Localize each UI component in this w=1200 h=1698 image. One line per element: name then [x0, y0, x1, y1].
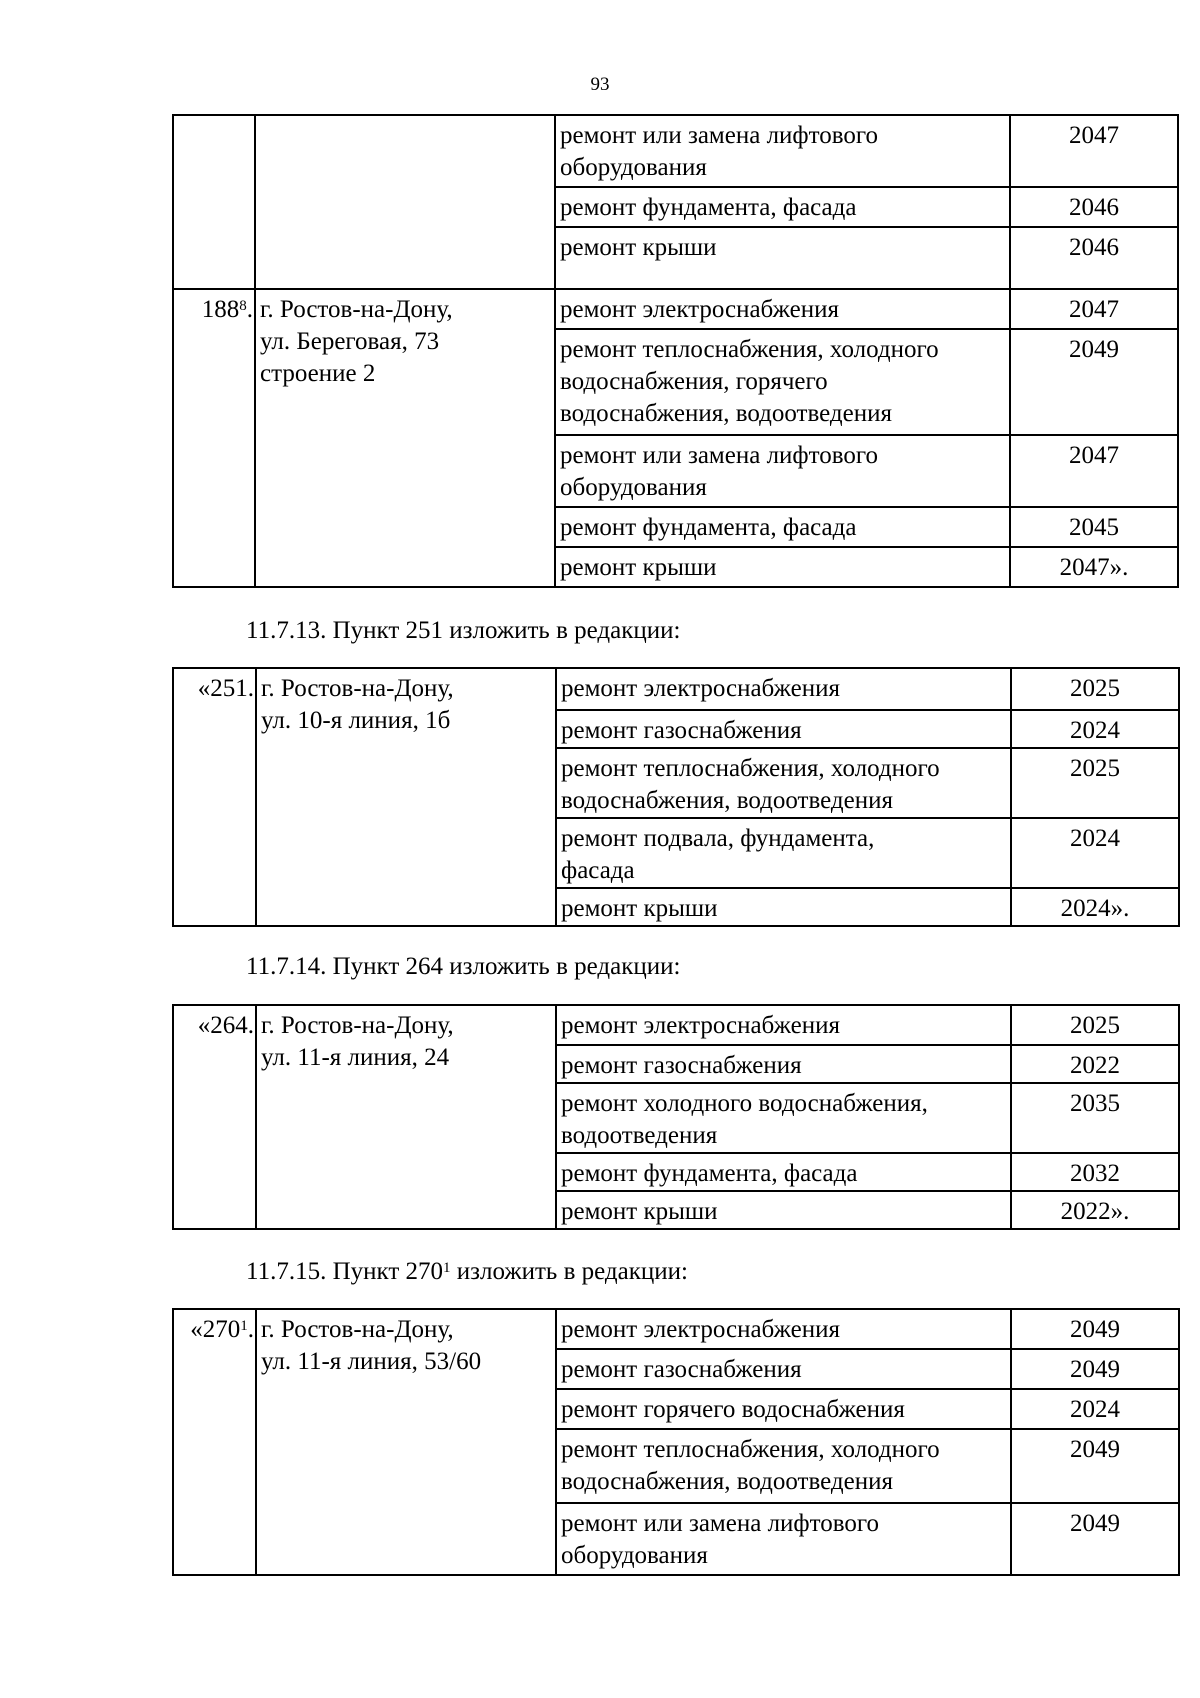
work-cell: ремонт фундамента, фасада [555, 507, 1010, 547]
address-cell [256, 1309, 556, 1575]
work-cell: ремонт или замена лифтового оборудования [555, 435, 1010, 507]
address-line: г. Ростов-на-Дону, [261, 1316, 454, 1343]
work-cell: ремонт электроснабжения [555, 289, 1010, 329]
repair-table-1 [172, 114, 1179, 588]
work-cell: ремонт фундамента, фасада [555, 187, 1010, 227]
address-cell-empty [255, 115, 555, 289]
work-cell: ремонт или замена лифтового оборудования [556, 1503, 1011, 1575]
address-line: ул. 11-я линия, 24 [261, 1044, 450, 1071]
repair-table-2 [172, 667, 1180, 927]
item-number: «251. [173, 668, 256, 926]
table-row [173, 1005, 1179, 1045]
year-cell: 2024 [1011, 1389, 1179, 1429]
year-cell: 2025 [1011, 668, 1179, 710]
work-cell: ремонт или замена лифтового оборудования [555, 115, 1010, 187]
section-heading [246, 1255, 688, 1289]
work-cell: ремонт теплоснабжения, холодного водоснабжения, водоотведения [556, 1429, 1011, 1503]
work-cell: ремонт теплоснабжения, холодного водоснабжения, горячего водоснабжения, водоотведения [555, 329, 1010, 435]
work-cell: ремонт электроснабжения [556, 1309, 1011, 1349]
work-cell: ремонт крыши [556, 1191, 1011, 1229]
address-line: г. Ростов-на-Дону, [260, 296, 453, 323]
item-number-superscript: 8 [239, 298, 247, 314]
item-number-suffix: . [246, 296, 253, 323]
year-cell: 2049 [1011, 1503, 1179, 1575]
work-cell: ремонт крыши [555, 227, 1010, 289]
address-cell [255, 289, 555, 587]
table-row [173, 289, 1178, 329]
year-cell: 2025 [1011, 1005, 1179, 1045]
work-cell: ремонт крыши [556, 888, 1011, 926]
work-cell: ремонт крыши [555, 547, 1010, 587]
work-cell: ремонт горячего водоснабжения [556, 1389, 1011, 1429]
section-heading: 11.7.13. Пункт 251 изложить в редакции: [246, 617, 681, 644]
year-cell: 2046 [1010, 227, 1178, 289]
year-cell: 2047 [1010, 289, 1178, 329]
work-cell: ремонт газоснабжения [556, 1349, 1011, 1389]
table-row [173, 668, 1179, 710]
heading-suffix: изложить в редакции: [450, 1258, 688, 1285]
year-cell: 2024 [1011, 710, 1179, 748]
number-cell-empty [173, 115, 255, 289]
item-number-main: «270 [190, 1316, 241, 1343]
year-cell: 2049 [1011, 1309, 1179, 1349]
address-cell [256, 1005, 556, 1229]
year-cell: 2047 [1010, 435, 1178, 507]
work-cell: ремонт холодного водоснабжения, водоотведения [556, 1083, 1011, 1153]
address-cell [256, 668, 556, 926]
year-cell: 2025 [1011, 748, 1179, 818]
address-line: ул. 10-я линия, 1б [261, 707, 451, 734]
page-number: 93 [590, 74, 610, 95]
work-cell: ремонт электроснабжения [556, 668, 1011, 710]
table-row [173, 1309, 1179, 1349]
item-number-superscript: 1 [240, 1318, 248, 1334]
year-cell: 2035 [1011, 1083, 1179, 1153]
item-number: «264. [173, 1005, 256, 1229]
year-cell: 2046 [1010, 187, 1178, 227]
year-cell: 2032 [1011, 1153, 1179, 1191]
section-heading: 11.7.14. Пункт 264 изложить в редакции: [246, 953, 681, 980]
repair-table-4 [172, 1308, 1180, 1576]
heading-superscript: 1 [443, 1260, 451, 1276]
work-cell: ремонт газоснабжения [556, 1045, 1011, 1083]
year-cell: 2049 [1011, 1429, 1179, 1503]
address-line: строение 2 [260, 360, 376, 387]
work-cell: ремонт газоснабжения [556, 710, 1011, 748]
year-cell: 2049 [1010, 329, 1178, 435]
year-cell: 2024». [1011, 888, 1179, 926]
item-number [173, 289, 255, 587]
work-cell: ремонт фундамента, фасада [556, 1153, 1011, 1191]
year-cell: 2047 [1010, 115, 1178, 187]
item-number-main: 188 [201, 296, 240, 323]
table-row [173, 115, 1178, 187]
year-cell: 2047». [1010, 547, 1178, 587]
heading-prefix: 11.7.15. Пункт 270 [246, 1258, 443, 1285]
year-cell: 2022». [1011, 1191, 1179, 1229]
year-cell: 2022 [1011, 1045, 1179, 1083]
repair-table-3 [172, 1004, 1180, 1230]
item-number-suffix: . [247, 1316, 254, 1343]
address-line: г. Ростов-на-Дону, [261, 1012, 454, 1039]
year-cell: 2045 [1010, 507, 1178, 547]
address-line: ул. Береговая, 73 [260, 328, 440, 355]
year-cell: 2024 [1011, 818, 1179, 888]
year-cell: 2049 [1011, 1349, 1179, 1389]
address-line: ул. 11-я линия, 53/60 [261, 1348, 482, 1375]
work-cell: ремонт подвала, фундамента, фасада [556, 818, 1011, 888]
address-line: г. Ростов-на-Дону, [261, 675, 454, 702]
item-number [173, 1309, 256, 1575]
work-cell: ремонт теплоснабжения, холодного водоснабжения, водоотведения [556, 748, 1011, 818]
work-cell: ремонт электроснабжения [556, 1005, 1011, 1045]
